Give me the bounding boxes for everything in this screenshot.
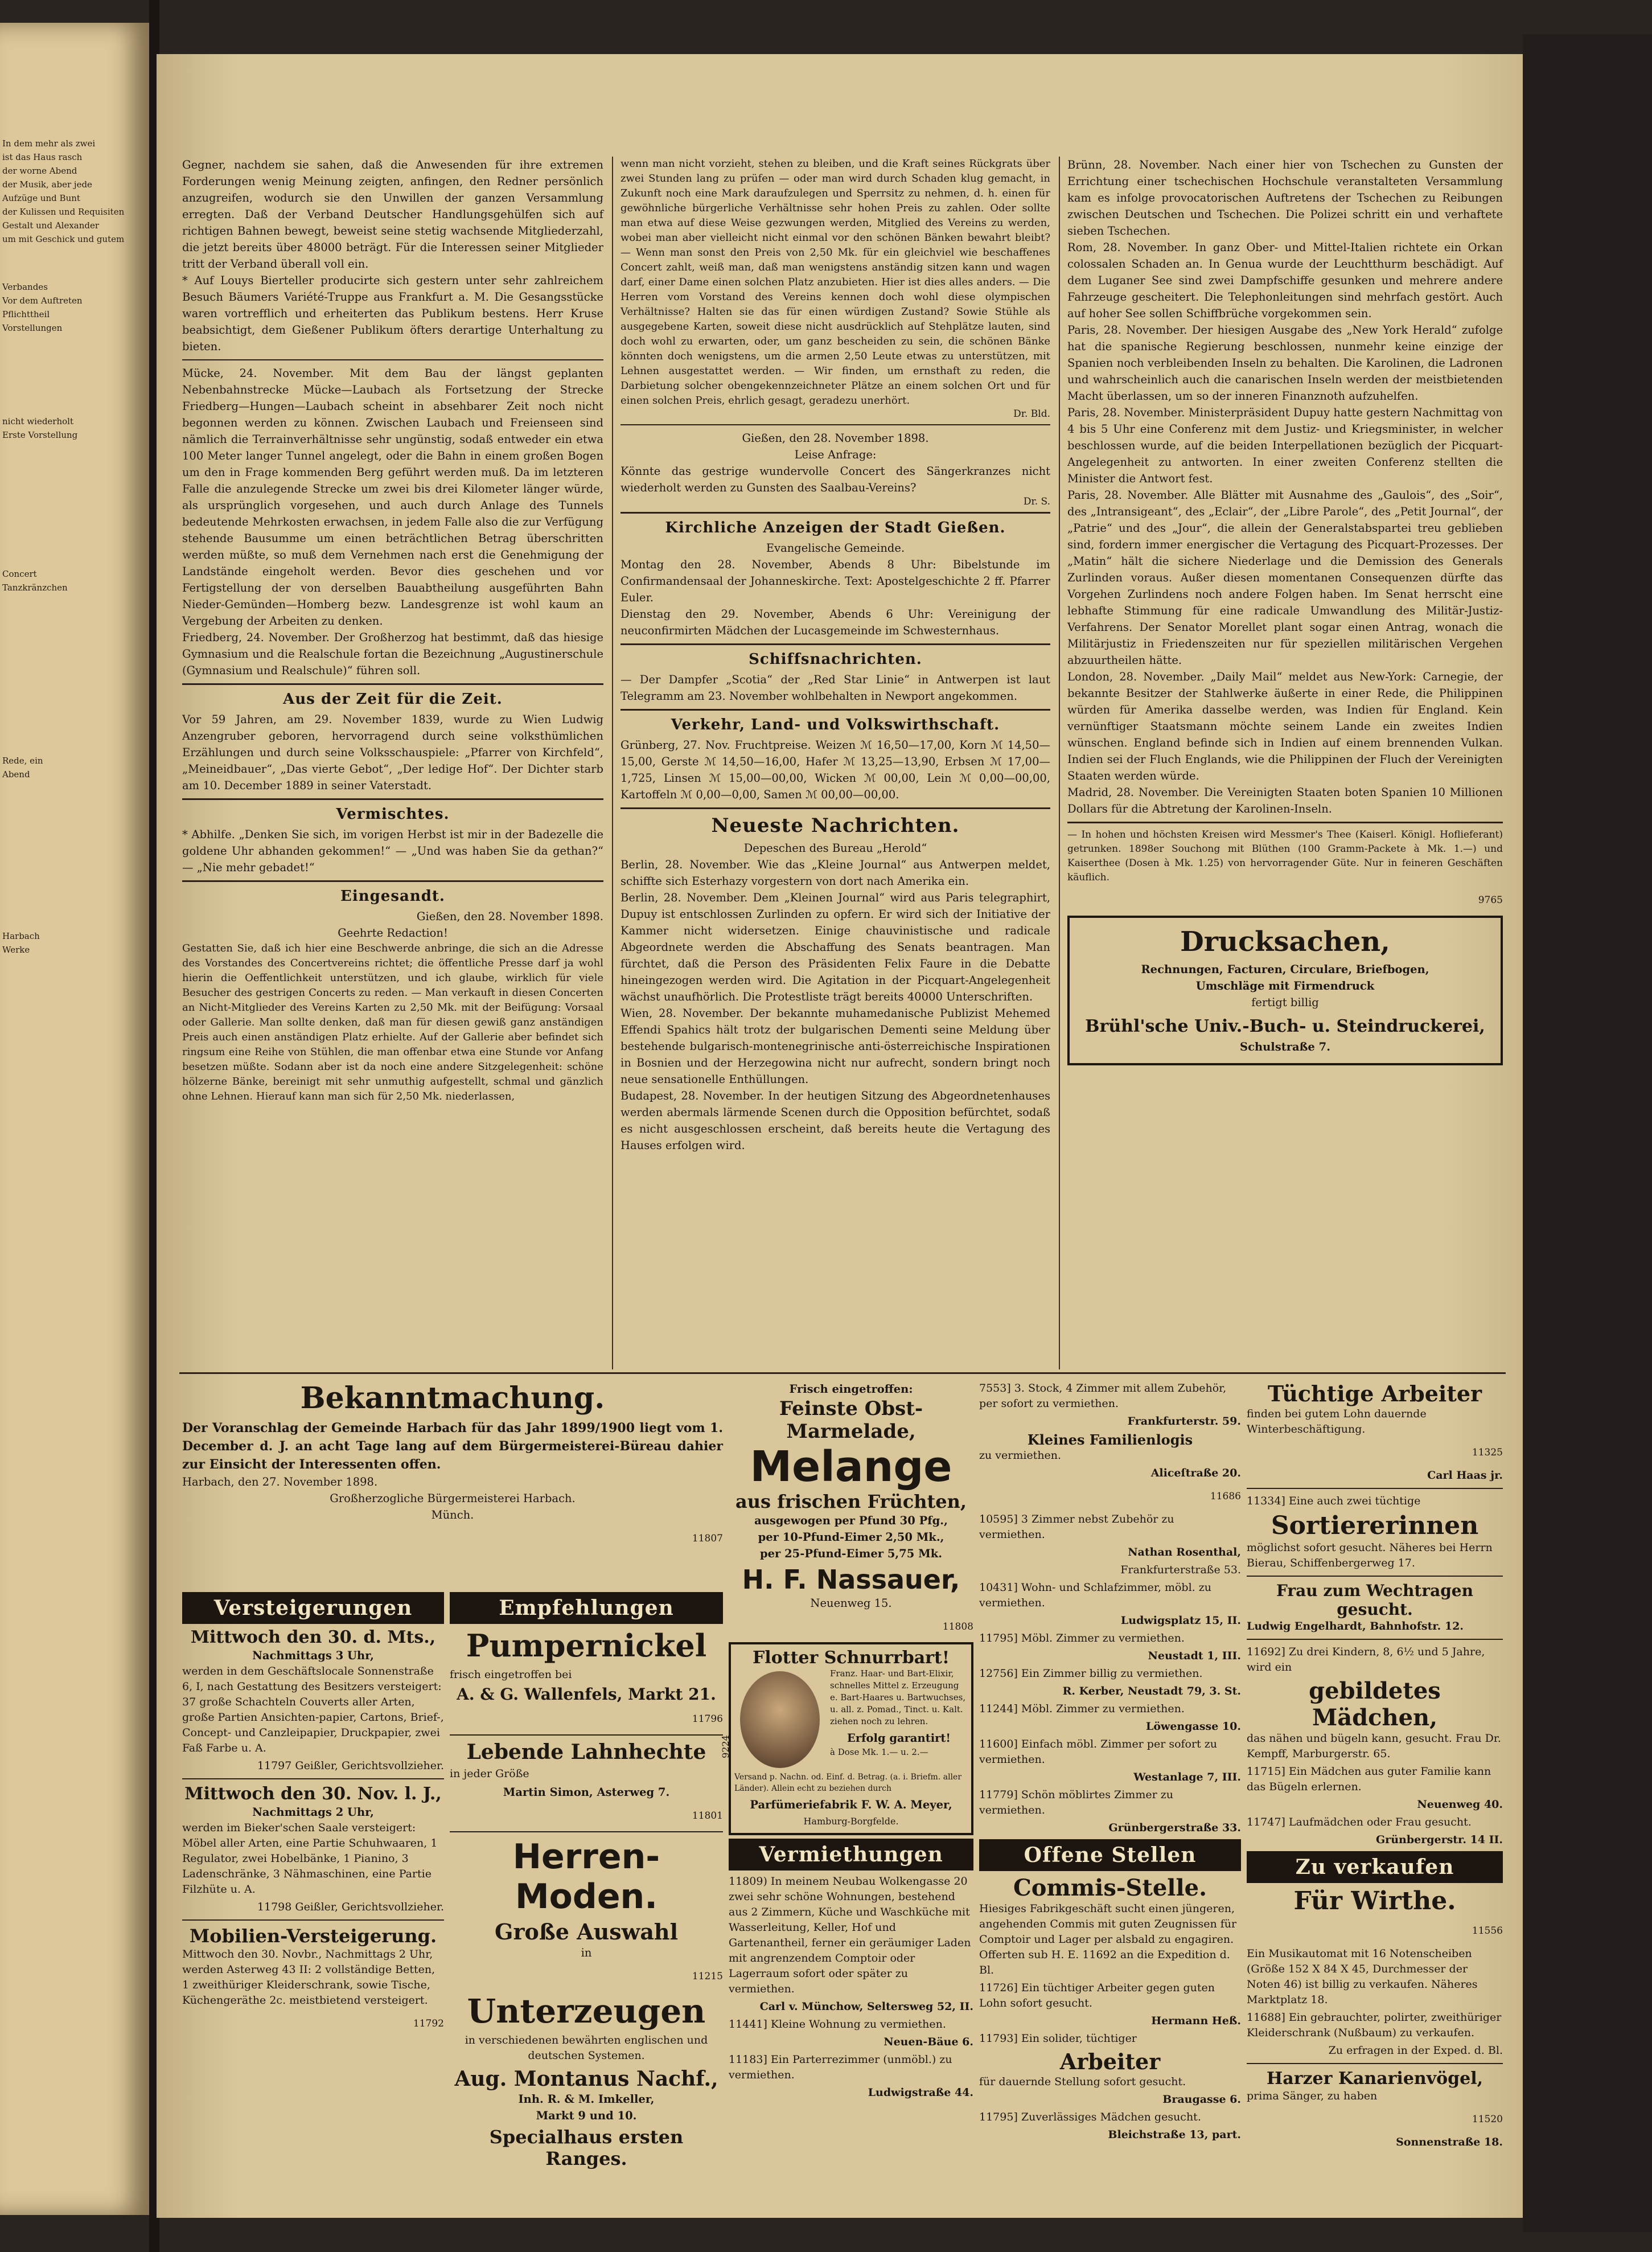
ad-entry: prima Sänger, zu haben bbox=[1247, 2090, 1378, 2102]
ad-entry: 11600] Einfach möbl. Zimmer per sofort zu vermiethen. bbox=[979, 1738, 1217, 1766]
montanus-firm: Aug. Montanus Nachf., bbox=[454, 2067, 718, 2091]
ad-address: Braugasse 6. bbox=[1162, 2093, 1241, 2106]
left-line: der Musik, aber jede bbox=[2, 179, 92, 190]
kirch-entry: Dienstag den 29. November, Abends 6 Uhr: Vereinigung der neuconfirmirten Mädchen der Lucasgemeinde im Schwesternhaus. bbox=[620, 608, 1050, 637]
fruchtpreise: Grünberg, 27. Nov. Fruchtpreise. Weizen ℳ 16,50—17,00, Korn ℳ 14,50—15,00, Gerste ℳ 14,50—16,00, Hafer ℳ 13,25—13,90, Erbsen ℳ 17,00—1,725, Linsen ℳ 15,00—00,00, Wicken ℳ 00,00, Lein ℳ 0,00—00,00, Kartoffeln ℳ 0,00—0,00, Samen ℳ 00,00—00,00. bbox=[620, 739, 1050, 801]
v3-heading: Mobilien-Versteigerung. bbox=[189, 1925, 437, 1947]
divider bbox=[450, 1734, 723, 1736]
heading-aus-der-zeit: Aus der Zeit für die Zeit. bbox=[283, 691, 503, 708]
obst-sub: aus frischen Früchten, bbox=[735, 1491, 967, 1512]
ad-entry: 11334] Eine auch zwei tüchtige bbox=[1247, 1495, 1421, 1507]
obst-price: per 10-Pfund-Eimer 2,50 Mk., bbox=[758, 1531, 944, 1544]
divider bbox=[620, 512, 1050, 514]
schnurrbart-portrait bbox=[734, 1668, 825, 1771]
commis-text: Hiesiges Fabrikgeschäft sucht einen jüngeren, angehenden Commis mit guten Zeugnissen für Comptoir und Lager per alsbald zu engagiren. Offerten sub H. E. 11692 an die Expedition d. Bl. bbox=[979, 1902, 1237, 1976]
ad-address: Neustadt 1, III. bbox=[1148, 1650, 1241, 1662]
v1-sub: Nachmittags 3 Uhr, bbox=[252, 1649, 374, 1662]
schnurrbart-side-number: 9224 bbox=[720, 1735, 731, 1758]
ad-number: 11215 bbox=[692, 1971, 723, 1982]
left-line: Vor dem Auftreten bbox=[2, 296, 83, 306]
drucksachen-line: fertigt billig bbox=[1251, 996, 1319, 1009]
ad-address: Aliceſtraße 20. bbox=[1150, 1467, 1241, 1479]
divider bbox=[1247, 1488, 1503, 1489]
ad-address: Neuenweg 40. bbox=[1417, 1798, 1503, 1811]
divider bbox=[182, 1919, 444, 1921]
fuer-wirthe-title: Für Wirthe. bbox=[1293, 1886, 1456, 1915]
ad-entry: möglichst sofort gesucht. Näheres bei Herrn Bierau, Schiffenbergerweg 17. bbox=[1247, 1541, 1493, 1569]
schnurrbart-text: Franz. Haar- und Bart-Elixir, schnelles Mittel z. Erzeugung e. Bart-Haares u. Bartwuchses, u. all. z. Pomad., Tinct. u. Kalt. ziehen noch zu lehren. bbox=[830, 1668, 966, 1726]
left-line: Tanzkränzchen bbox=[2, 583, 68, 593]
anfrage-date: Gießen, den 28. November 1898. bbox=[742, 432, 929, 445]
unterzeugen-title: Unterzeugen bbox=[467, 1992, 706, 2031]
left-line: In dem mehr als zwei bbox=[2, 138, 96, 149]
news-entry: Paris, 28. November. Alle Blätter mit Ausnahme des „Gaulois“, des „Soir“, des „Intransigeant“, des „Eclair“, der „Libre Parole“, des „Petit Journal“, der „Patrie“ und des „Jour“, die allein der Generalstabspartei treu geblieben sind, fordern immer energischer die Vertagung des Picquart-Prozesses. Der „Matin“ hält die sichere Niederlage und die Demission des Generals Zurlinden voraus. Außer diesen momentanen Consequenzen dürfte das Vorgehen Zurlindens noch andere Folgen haben. Im Senat herrscht eine lebhafte Stimmung für eine radicale Umwandlung des Militär-Justiz-Verfahrens. Der Senator Morellet plant sogar einen Antrag, wonach die Militärjustiz in Friedenszeiten nur für speziellen militärischen Vergehen abzuurtheilen hätte. bbox=[1067, 489, 1503, 667]
ad-entry: 11795] Zuverlässiges Mädchen gesucht. bbox=[979, 2111, 1201, 2123]
ad-entry: 10595] 3 Zimmer nebst Zubehör zu vermiethen. bbox=[979, 1513, 1174, 1541]
montanus-address: Markt 9 und 10. bbox=[536, 2109, 637, 2122]
bekanntmachung-title: Bekanntmachung. bbox=[300, 1381, 605, 1416]
schnurrbart-title: Flotter Schnurrbart! bbox=[753, 1648, 950, 1668]
verm-entry: 11183] Ein Parterrezimmer (unmöbl.) zu vermiethen. bbox=[729, 2053, 952, 2081]
news-entry: London, 28. November. „Daily Mail“ meldet aus New-York: Carnegie, der bekannte Besitzer der Stahlwerke äußerte in einer Rede, die Philippinen würden für Amerika dasselbe werden, was Indien für England. Kein vernünftiger Staatsmann möchte seinem Lande ein zweites Indien wünschen. England befinde sich in Indien auf einem brennenden Vulkan. Indien sei der Fluch Englands, wie die Philippinen der Fluch der Vereinigten Staaten werden würde. bbox=[1067, 670, 1503, 782]
left-line: nicht wiederholt bbox=[2, 416, 73, 426]
article-abhilfe: * Abhilfe. „Denken Sie sich, im vorigen Herbst ist mir in der Badezelle die goldene Uhr abhanden gekommen!“ — „Und was haben Sie da gethan?“ — „Nie mehr gebadet!“ bbox=[182, 828, 603, 874]
ad-entry: Ein Musikautomat mit 16 Notenscheiben (Größe 152 X 84 X 45, Durchmesser der Noten 46) ist billig zu verkaufen. Näheres Marktplatz 18. bbox=[1247, 1947, 1478, 2006]
news-entry: Brünn, 28. November. Nach einer hier von Tschechen zu Gunsten der Errichtung einer tschechischen Hochschule veranstalteten Versammlung kam es infolge provocatorischen Auftretens der Tschechen zu Reibungen zwischen Deutschen und Tschechen. Die Polizei schritt ein und verhaftete sieben Tschechen. bbox=[1067, 158, 1503, 237]
ad-entry: 11779] Schön möblirtes Zimmer zu vermiethen. bbox=[979, 1789, 1173, 1816]
pumpernickel-title: Pumpernickel bbox=[466, 1627, 707, 1664]
messmer-thee-ad: — In hohen und höchsten Kreisen wird Messmer's Thee (Kaiserl. Königl. Hoflieferant) getrunken. 1898er Souchong mit Blüthen (100 Gramm-Packete à Mk. 1.—) und Kaiserthee (Dosen à Mk. 1.25) von hervorragender Güte. Nur in feineren Geschäften käuflich. bbox=[1067, 829, 1503, 883]
verm-entry: 11809) In meinem Neubau Wolkengasse 20 zwei sehr schöne Wohnungen, bestehend aus 2 Zimmern, Küche und Waschküche mit Wasserleitung, Keller, Hof und Gartenantheil, ferner ein geräumiger Laden mit angrenzendem Comptoir oder Lagerraum sofort oder später zu vermiethen. bbox=[729, 1875, 971, 1995]
signature: Dr. S. bbox=[1023, 496, 1050, 507]
news-entry: Wien, 28. November. Der bekannte muhamedanische Publizist Mehemed Effendi Spahics hält trotz der bulgarischen Dementi seine Meldung über bestehende bulgarisch-montenegrinische anti-österreichische Inspirationen in Bosnien und der Herzegowina nicht nur aufrecht, sondern bringt noch neue sensationelle Enthüllungen. bbox=[620, 1007, 1050, 1086]
left-line: Harbach bbox=[2, 931, 40, 941]
v2-signature: 11798 Geißler, Gerichtsvollzieher. bbox=[257, 1901, 444, 1913]
nassauer-firm: H. F. Nassauer, bbox=[742, 1564, 960, 1595]
article-muecke: Mücke, 24. November. Mit dem Bau der längst geplanten Nebenbahnstrecke Mücke—Laubach als Fortsetzung der Strecke Friedberg—Hungen—Laubach scheint in absehbarer Zeit noch nicht begonnen werden zu können. Zwischen Laubach und Freienseen sind nämlich die Terrainverhältnisse sehr ungünstig, sodaß entweder ein etwa 100 Meter langer Tunnel angelegt, oder die Bahn in einem großen Bogen um den in Frage kommenden Berg geführt werden muß. Da im letzteren Falle die anzulegende Strecke um zwei bis drei Kilometer länger würde, als ursprünglich vorgesehen, und auch durch Anlage des Tunnels bedeutende Mehrkosten erwachsen, in jedem Falle also die zur Verfügung stehende Bausumme um einen beträchtlichen Betrag überschritten werden müßte, so muß dem Vernehmen nach erst die Genehmigung der Landstände eingeholt werden. Bevor dies geschehen und vor Fertigstellung der von derselben Bauabtheilung ausgeführten Bahn Nieder-Gemünden—Homberg bezw. Landesgrenze ist wohl kaum an Vergebung der Arbeiten zu denken. bbox=[182, 367, 603, 627]
drucksachen-title: Drucksachen, bbox=[1180, 926, 1390, 958]
heading-verkehr: Verkehr, Land- und Volkswirthschaft. bbox=[671, 716, 1000, 733]
kirch-entry: Montag den 28. November, Abends 8 Uhr: Bibelstunde im Confirmandensaal der Johanneskirche. Text: Apostelgeschichte 2 ff. Pfarrer Euler. bbox=[620, 558, 1050, 604]
news-entry: Paris, 28. November. Der hiesigen Ausgabe des „New York Herald“ zufolge hat die spanische Regierung beschlossen, nunmehr keine einzige der Spanien noch verbleibenden Inseln zu behalten. Die Karolinen, die Ladronen und wahrscheinlich auch die canarischen Inseln werden der meistbietenden Macht überlassen, um so der inneren Finanznoth aufzuhelfen. bbox=[1067, 323, 1503, 403]
ad-entry: 11747] Laufmädchen oder Frau gesucht. bbox=[1247, 1816, 1472, 1828]
tuechtige-arbeiter-title: Tüchtige Arbeiter bbox=[1267, 1381, 1482, 1406]
pumpernickel-text: frisch eingetroffen bei bbox=[450, 1668, 572, 1681]
heading-neueste-nachrichten: Neueste Nachrichten. bbox=[711, 814, 960, 837]
neu-subheading: Depeschen des Bureau „Herold“ bbox=[743, 842, 927, 855]
ad-number: 11807 bbox=[692, 1533, 723, 1544]
drucksachen-firm: Brühl'sche Univ.-Buch- u. Steindruckerei, bbox=[1085, 1016, 1485, 1036]
vermiethungen-banner: Vermiethungen bbox=[729, 1839, 973, 1870]
ad-number: 11325 bbox=[1472, 1447, 1503, 1458]
divider bbox=[182, 1778, 444, 1779]
left-line: der worne Abend bbox=[2, 166, 77, 176]
anfrage-text: Könnte das gestrige wundervolle Concert des Sängerkranzes nicht wiederholt werden zu Gunsten des Saalbau-Vereins? bbox=[620, 465, 1050, 494]
ads-column-d bbox=[979, 1381, 1241, 2204]
ad-entry: 11795] Möbl. Zimmer zu vermiethen. bbox=[979, 1632, 1185, 1644]
left-line: Pflichttheil bbox=[2, 309, 50, 319]
section-rule bbox=[179, 1372, 1506, 1374]
divider bbox=[1247, 2063, 1503, 2064]
melange-title: Melange bbox=[750, 1442, 952, 1491]
arbeiter-title: Arbeiter bbox=[1059, 2049, 1161, 2074]
nassauer-address: Neuenweg 15. bbox=[810, 1597, 892, 1610]
v1-signature: 11797 Geißler, Gerichtsvollzieher. bbox=[257, 1759, 444, 1772]
schnurrbart-ad bbox=[720, 1642, 973, 1835]
ad-entry: zu vermiethen. bbox=[979, 1449, 1062, 1462]
article-eingesandt-cont: wenn man nicht vorzieht, stehen zu bleiben, und die Kraft seines Rückgrats über zwei Stunden lang zu prüfen — oder man wird durch Schaden klug gemacht, in Zukunft noch eine Mark daraufzulegen und Sperrsitz zu nehmen, d. h. einen für gewöhnliche bürgerliche Verhältnisse sehr hohen Preis zu zahlen. Oder sollte man etwa auf diese Weise gezwungen werden, Mitglied des Vereins zu werden, wobei man aber vielleicht nicht einmal vor den schönen Bänken bewahrt bleibt? — Wenn man sonst den Preis von 2,50 Mk. für ein gleichviel wie beschaffenes Concert zahlt, weiß man, daß man wenigstens anständig sitzen kann und wagen darf, einer Dame einen solchen Platz anzubieten. Hier ist dies alles anders. — Die Herren vom Vorstand des Vereins kennen doch wohl diese olympischen Verhältnisse? Halten sie das für einen würdigen Zustand? Sowie Stühle als ausgegebene Karten, soweit diese nicht ausdrücklich auf Stehplätze lauten, sind doch wohl zu erwarten, oder, um ganz bescheiden zu sein, die schönen Bänke könnten doch wenigstens, um die armen 2,50 Leute etwas zu unterstützen, mit Lehnen ausgestattet werden. — Wir finden, um ernsthaft zu reden, die Darbietung solcher obengekennzeichneter Plätze an einem solchen Ort und für einen solchen Preis, ehrlich gesagt, geradezu unerhört. bbox=[620, 158, 1050, 407]
zu-verkaufen-banner: Zu verkaufen bbox=[1247, 1851, 1503, 1883]
lahnhechte-title: Lebende Lahnhechte bbox=[466, 1740, 706, 1764]
book-cover-edge bbox=[1523, 34, 1652, 2232]
obst-pre: Frisch eingetroffen: bbox=[789, 1383, 913, 1396]
verm-address: Neuen-Bäue 6. bbox=[883, 2036, 973, 2048]
obst-title: Feinste Obst-Marmelade, bbox=[779, 1397, 923, 1443]
divider bbox=[182, 683, 603, 685]
bekanntmachung-date: Harbach, den 27. November 1898. bbox=[182, 1475, 378, 1488]
v1-text: werden in dem Geschäftslocale Sonnenstraße 6, I, nach Gestattung des Besitzers versteigert: 37 große Schachteln Couverts aller Arten, große Partien Ansichten-papier, Cartons, Brief-, Concept- und Canzleipapier, Druckpapier, zwei Faß Farbe u. A. bbox=[182, 1665, 444, 1754]
left-line: Rede, ein bbox=[2, 756, 43, 766]
article-variete: * Auf Louys Bierteller producirte sich gestern unter sehr zahlreichem Besuch Bäumers Variété-Truppe aus Frankfurt a. M. Die Gesangsstücke waren vortrefflich und erheiterten das Publikum bestens. Herr Kruse beabsichtigt, dem Gießener Publikum öfters derartige Unterhaltung zu bieten. bbox=[182, 274, 603, 353]
ad-entry: 12756] Ein Zimmer billig zu vermiethen. bbox=[979, 1667, 1203, 1680]
bekanntmachung-authority: Großherzogliche Bürgermeisterei Harbach. bbox=[330, 1492, 576, 1505]
schnurrbart-firm: Parfümeriefabrik F. W. A. Meyer, bbox=[750, 1798, 952, 1811]
v2-heading: Mittwoch den 30. Nov. l. J., bbox=[184, 1784, 442, 1804]
column-1 bbox=[182, 157, 603, 1367]
divider bbox=[620, 424, 1050, 425]
left-line: der Kulissen und Requisiten bbox=[2, 207, 125, 217]
divider bbox=[182, 880, 603, 882]
news-entry: Berlin, 28. November. Dem „Kleinen Journal“ wird aus Paris telegraphirt, Dupuy ist entschlossen Zurlinden zu opfern. Er wird sich der Initiative der Kammer nicht widersetzen. Einige chauvinistische und radicale Abgeordnete werden die Abschaffung des Senats beantragen. Man fürchtet, daß die Person des Präsidenten Felix Faure in die Debatte hineingezogen werden wird. Die Agitation in der Picquart-Angelegenheit wächst unaufhörlich. Die Protestliste trägt bereits 40000 Unterschriften. bbox=[620, 891, 1050, 1003]
left-line: Verbandes bbox=[2, 282, 48, 292]
empfehlungen-banner: Empfehlungen bbox=[450, 1592, 723, 1624]
column-2 bbox=[620, 157, 1050, 1367]
obst-price: ausgewogen per Pfund 30 Pfg., bbox=[754, 1514, 948, 1527]
ad-number: 11796 bbox=[692, 1713, 723, 1725]
news-entry: Budapest, 28. November. In der heutigen Sitzung des Abgeordnetenhauses werden abermals lärmende Scenen durch die Opposition befürchtet, sodaß es nicht ausgeschlossen erscheint, daß bereits heute die Vertagung des Hauses erfolgen wird. bbox=[620, 1089, 1050, 1152]
verm-firm: Carl v. Münchow, Seltersweg 52, II. bbox=[759, 2000, 973, 2013]
heading-vermischtes: Vermischtes. bbox=[336, 806, 450, 823]
column-rule bbox=[1059, 157, 1060, 1369]
adjacent-left-page bbox=[0, 23, 149, 2215]
drucksachen-line: Rechnungen, Facturen, Circulare, Briefbogen, bbox=[1141, 963, 1429, 976]
kanarienvoegel-title: Harzer Kanarienvögel, bbox=[1266, 2069, 1483, 2089]
lahnhechte-firm: Martin Simon, Asterweg 7. bbox=[503, 1786, 670, 1799]
news-entry: Madrid, 28. November. Die Vereinigten Staaten boten Spanien 10 Millionen Dollars für die Abtretung der Karolinen-Inseln. bbox=[1067, 786, 1503, 815]
left-line: Aufzüge und Bunt bbox=[2, 193, 80, 203]
ads-column-c bbox=[720, 1381, 973, 2204]
heading-kirchliche-anzeigen: Kirchliche Anzeigen der Stadt Gießen. bbox=[665, 519, 1006, 536]
eingesandt-date: Gießen, den 28. November 1898. bbox=[416, 910, 603, 923]
schnurrbart-price: à Dose Mk. 1.— u. 2.— bbox=[830, 1747, 928, 1757]
ad-entry: 11244] Möbl. Zimmer zu vermiethen. bbox=[979, 1703, 1185, 1715]
v1-heading: Mittwoch den 30. d. Mts., bbox=[190, 1627, 436, 1647]
ad-number: 9765 bbox=[1478, 895, 1503, 906]
obst-price: per 25-Pfund-Eimer 5,75 Mk. bbox=[759, 1547, 942, 1560]
divider bbox=[182, 798, 603, 800]
ad-address: Ludwigsplatz 15, II. bbox=[1120, 1614, 1241, 1627]
ad-entry: Ludwig Engelhardt, Bahnhofstr. 12. bbox=[1247, 1620, 1464, 1632]
ad-firm: Nathan Rosenthal, bbox=[1128, 1546, 1241, 1558]
ad-entry: 11715] Ein Mädchen aus guter Familie kann das Bügeln erlernen. bbox=[1247, 1765, 1491, 1793]
ad-entry: finden bei gutem Lohn dauernde Winterbeschäftigung. bbox=[1247, 1408, 1427, 1435]
anfrage-title: Leise Anfrage: bbox=[794, 448, 877, 461]
ad-number: 11520 bbox=[1472, 2114, 1503, 2125]
bekanntmachung-text: Der Voranschlag der Gemeinde Harbach für das Jahr 1899/1900 liegt vom 1. December d. J. an acht Tage lang auf dem Bürgermeisterei-Büreau dahier zur Einsicht der Interessenten offen. bbox=[182, 1421, 723, 1472]
column-3 bbox=[1067, 157, 1503, 1367]
ad-entry: für dauernde Stellung sofort gesucht. bbox=[979, 2075, 1186, 2088]
schnurrbart-city: Hamburg-Borgfelde. bbox=[803, 1816, 899, 1827]
ad-address: Westanlage 7, III. bbox=[1133, 1771, 1241, 1783]
article-anzengruber: Vor 59 Jahren, am 29. November 1839, wurde zu Wien Ludwig Anzengruber geboren, hervorragend durch seine volksthümlichen Erzählungen und durch seine Volksschauspiele: „Pfarrer von Kirchfeld“, „Meineidbauer“, „Das vierte Gebot“, „Der ledige Hof“. Der Dichter starb am 10. December 1889 in seiner Vaterstadt. bbox=[182, 713, 603, 792]
kirch-subheading: Evangelische Gemeinde. bbox=[766, 542, 905, 555]
ad-address: Frankfurterstr. 59. bbox=[1127, 1415, 1241, 1428]
left-line: Erste Vorstellung bbox=[2, 430, 78, 440]
ad-address: Sonnenstraße 18. bbox=[1396, 2136, 1503, 2148]
ads-column-e bbox=[1247, 1381, 1503, 2204]
ad-address: Löwengasse 10. bbox=[1145, 1720, 1241, 1733]
heading-eingesandt: Eingesandt. bbox=[340, 888, 445, 905]
divider bbox=[1067, 822, 1503, 823]
verm-address: Ludwigstraße 44. bbox=[868, 2086, 973, 2099]
left-line: Abend bbox=[2, 769, 30, 780]
left-line: Werke bbox=[2, 945, 30, 955]
divider bbox=[450, 1831, 723, 1832]
article-verband: Gegner, nachdem sie sahen, daß die Anwesenden für ihre extremen Forderungen wenig Meinung zeigten, anfingen, den Redner persönlich anzugreifen, wodurch sie den Unwillen der ganzen Versammlung erregten. Daß der Verband Deutscher Handlungsgehülfen sich auf richtigen Bahnen bewegt, beweist seine stetig wachsende Mitgliederzahl, die jetzt bereits über 48000 beträgt. Für die Interessen seiner Mitglieder tritt der Verband überall voll ein. bbox=[182, 158, 603, 270]
schiff-entry: — Der Dampfer „Scotia“ der „Red Star Linie“ in Antwerpen ist laut Telegramm am 23. November wohlbehalten in Newport angekommen. bbox=[620, 673, 1050, 703]
news-entry: Berlin, 28. November. Wie das „Kleine Journal“ aus Antwerpen meldet, schiffte sich Esterhazy vorgestern von dort nach Amerika ein. bbox=[620, 858, 1050, 888]
divider bbox=[182, 359, 603, 360]
divider bbox=[1247, 1639, 1503, 1640]
heading-schiffsnachrichten: Schiffsnachrichten. bbox=[749, 651, 922, 668]
ad-number: 11556 bbox=[1472, 1925, 1503, 1937]
ad-address: R. Kerber, Neustadt 79, 3. St. bbox=[1062, 1685, 1241, 1697]
left-line: Vorstellungen bbox=[2, 323, 63, 333]
ad-number: 11686 bbox=[1210, 1491, 1241, 1502]
ad-number: 11801 bbox=[692, 1810, 723, 1822]
ad-name: Carl Haas jr. bbox=[1427, 1469, 1503, 1482]
drucksachen-address: Schulstraße 7. bbox=[1240, 1040, 1330, 1053]
bekanntmachung-ad bbox=[182, 1381, 723, 1586]
divider bbox=[620, 807, 1050, 809]
ad-address: Frankfurterstraße 53. bbox=[1120, 1564, 1241, 1576]
left-line: um mit Geschick und gutem bbox=[2, 234, 125, 244]
offene-stellen-banner: Offene Stellen bbox=[979, 1839, 1241, 1871]
ad-entry: 10431] Wohn- und Schlafzimmer, möbl. zu vermiethen. bbox=[979, 1581, 1211, 1609]
divider bbox=[1247, 1576, 1503, 1577]
column-rule bbox=[612, 157, 613, 1369]
ad-entry: 11688] Ein gebrauchter, polirter, zweithüriger Kleiderschrank (Nußbaum) zu verkaufen. bbox=[1247, 2011, 1502, 2039]
drucksachen-line: Umschläge mit Firmendruck bbox=[1195, 979, 1375, 992]
ad-address: Bleichstraße 13, part. bbox=[1108, 2128, 1241, 2141]
schnurrbart-erfolg: Erfolg garantirt! bbox=[847, 1732, 951, 1745]
divider bbox=[620, 709, 1050, 711]
left-line: ist das Haus rasch bbox=[2, 152, 83, 162]
montanus-special: Specialhaus ersten Ranges. bbox=[489, 2126, 684, 2169]
article-friedberg: Friedberg, 24. November. Der Großherzog hat bestimmt, daß das hiesige Gymnasium und die Realschule fortan die Bezeichnung „Augustinerschule (Gymnasium und Realschule)“ führen soll. bbox=[182, 631, 603, 677]
v2-text: werden im Bieker'schen Saale versteigert: Möbel aller Arten, eine Partie Schuhwaaren, 1 Regulator, zwei Hobelbänke, 1 Pianino, 3 Ladenschränke, 3 Nähmaschinen, eine Partie Filzhüte u. A. bbox=[182, 1822, 438, 1896]
ad-entry: das nähen und bügeln kann, gesucht. Frau Dr. Kempff, Marburgerstr. 65. bbox=[1247, 1732, 1501, 1760]
eingesandt-salutation: Geehrte Redaction! bbox=[338, 926, 448, 940]
versteigerungen-section bbox=[182, 1589, 444, 2204]
schnurrbart-copy bbox=[830, 1668, 968, 1771]
ad-entry: 11692] Zu drei Kindern, 8, 6½ und 5 Jahre, wird ein bbox=[1247, 1646, 1485, 1673]
verm-entry: 11441] Kleine Wohnung zu vermiethen. bbox=[729, 2018, 946, 2031]
signature: Dr. Bld. bbox=[1013, 408, 1050, 420]
left-line: Gestalt und Alexander bbox=[2, 220, 100, 231]
v3-text: Mittwoch den 30. Novbr., Nachmittags 2 Uhr, werden Asterweg 43 II: 2 vollständige Betten, 1 zweithüriger Kleiderschrank, sowie Tische, Küchengeräthe 2c. meistbietend versteigert. bbox=[182, 1948, 435, 2007]
empfehlungen-section bbox=[450, 1589, 723, 2204]
ad-entry: 11793] Ein solider, tüchtiger bbox=[979, 2032, 1137, 2045]
ad-entry: 7553] 3. Stock, 4 Zimmer mit allem Zubehör, per sofort zu vermiethen. bbox=[979, 1382, 1227, 1410]
frau-title: Frau zum Wechtragen gesucht. bbox=[1276, 1581, 1473, 1619]
news-entry: Rom, 28. November. In ganz Ober- und Mittel-Italien richtete ein Orkan colossalen Schaden an. In Genua wurde der Leuchtthurm beschädigt. Auf dem Luganer See sind zwei Dampfschiffe gesunken und mehrere andere Fahrzeuge gescheitert. Die Telephonleitungen sind mehrfach gestört. Auch auf hoher See sollen Schiffbrüche vorgekommen sein. bbox=[1067, 241, 1503, 320]
ad-address: Grünbergerstraße 33. bbox=[1108, 1822, 1241, 1834]
herren-moden-title: Herren-Moden. bbox=[512, 1837, 660, 1917]
ad-address: Zu erfragen in der Exped. d. Bl. bbox=[1328, 2044, 1503, 2057]
maedchen-title: gebildetes Mädchen, bbox=[1309, 1677, 1441, 1731]
drucksachen-ad bbox=[1067, 916, 1503, 1065]
ad-number: 11792 bbox=[413, 2018, 444, 2029]
montanus-owner: Inh. R. & M. Imkeller, bbox=[518, 2093, 655, 2106]
lahnhechte-text: in jeder Größe bbox=[450, 1767, 529, 1780]
ad-name: Hermann Heß. bbox=[1151, 2015, 1241, 2027]
article-eingesandt: Gestatten Sie, daß ich hier eine Beschwerde anbringe, die sich an die Adresse des Vorstandes des Concertvereins richtet; die öffentliche Presse darf ja wohl hierin die Oeffentlichkeit unterstützen, und ich glaube, wirklich für viele Besucher des gestrigen Concerts zu reden. — Man verkauft in diesen Concerten an Nicht-Mitglieder des Vereins Karten zu 2,50 Mk. mit der Beifügung: Vorsaal oder Gallerie. Man sollte denken, daß man für diesen gewiß ganz anständigen Preis auch einen anständigen Platz erhielte. Auf der Gallerie aber befindet sich ringsum eine Reihe von Stühlen, die man offenbar etwa eine Stunde vor Anfang besetzen müßte. Sodann aber ist da noch eine andere Sitzgelegenheit: schöne hölzerne Bänke, bereinigt mit sehr unmuthig aufgestellt, schmal und gänzlich ohne Lehnen. Hierauf kann man sich für 2,50 Mk. niederlassen, bbox=[182, 942, 603, 1102]
ad-address: Grünbergerstr. 14 II. bbox=[1375, 1833, 1503, 1846]
v2-sub: Nachmittags 2 Uhr, bbox=[252, 1806, 374, 1819]
ad-entry: 11726] Ein tüchtiger Arbeiter gegen guten Lohn sofort gesucht. bbox=[979, 1982, 1215, 2009]
bekanntmachung-sign: Münch. bbox=[431, 1508, 474, 1521]
divider bbox=[620, 643, 1050, 645]
pumpernickel-firm: A. & G. Wallenfels, Markt 21. bbox=[457, 1685, 716, 1704]
left-line: Concert bbox=[2, 569, 37, 579]
versteigerungen-banner: Versteigerungen bbox=[182, 1592, 444, 1624]
ad-number: 11808 bbox=[942, 1621, 973, 1632]
herren-moden-in: in bbox=[581, 1946, 592, 1959]
news-entry: Paris, 28. November. Ministerpräsident Dupuy hatte gestern Nachmittag von 4 bis 5 Uhr eine Conferenz mit dem Justiz- und Kriegsminister, in welcher beschlossen wurde, auf die beiden Interpellationen bezüglich der Picquart-Angelegenheit zu antworten. In einer zweiten Conferenz stellten die Minister die Antwort fest. bbox=[1067, 406, 1503, 485]
herren-moden-sub: Große Auswahl bbox=[495, 1919, 678, 1945]
schnurrbart-shipping: Versand p. Nachn. od. Einf. d. Betrag. (a. i. Briefm. aller Länder). Allein echt zu beziehen durch bbox=[734, 1773, 962, 1793]
schnurrbart-body bbox=[734, 1668, 968, 1771]
sortiererinnen-title: Sortiererinnen bbox=[1271, 1511, 1479, 1540]
mustache-man-portrait-icon bbox=[740, 1671, 820, 1768]
left-page-text bbox=[2, 137, 145, 2158]
commis-title: Commis-Stelle. bbox=[1013, 1874, 1207, 1901]
familienlogis-title: Kleines Familienlogis bbox=[1027, 1431, 1193, 1448]
unterzeugen-text: in verschiedenen bewährten englischen und deutschen Systemen. bbox=[465, 2034, 708, 2062]
